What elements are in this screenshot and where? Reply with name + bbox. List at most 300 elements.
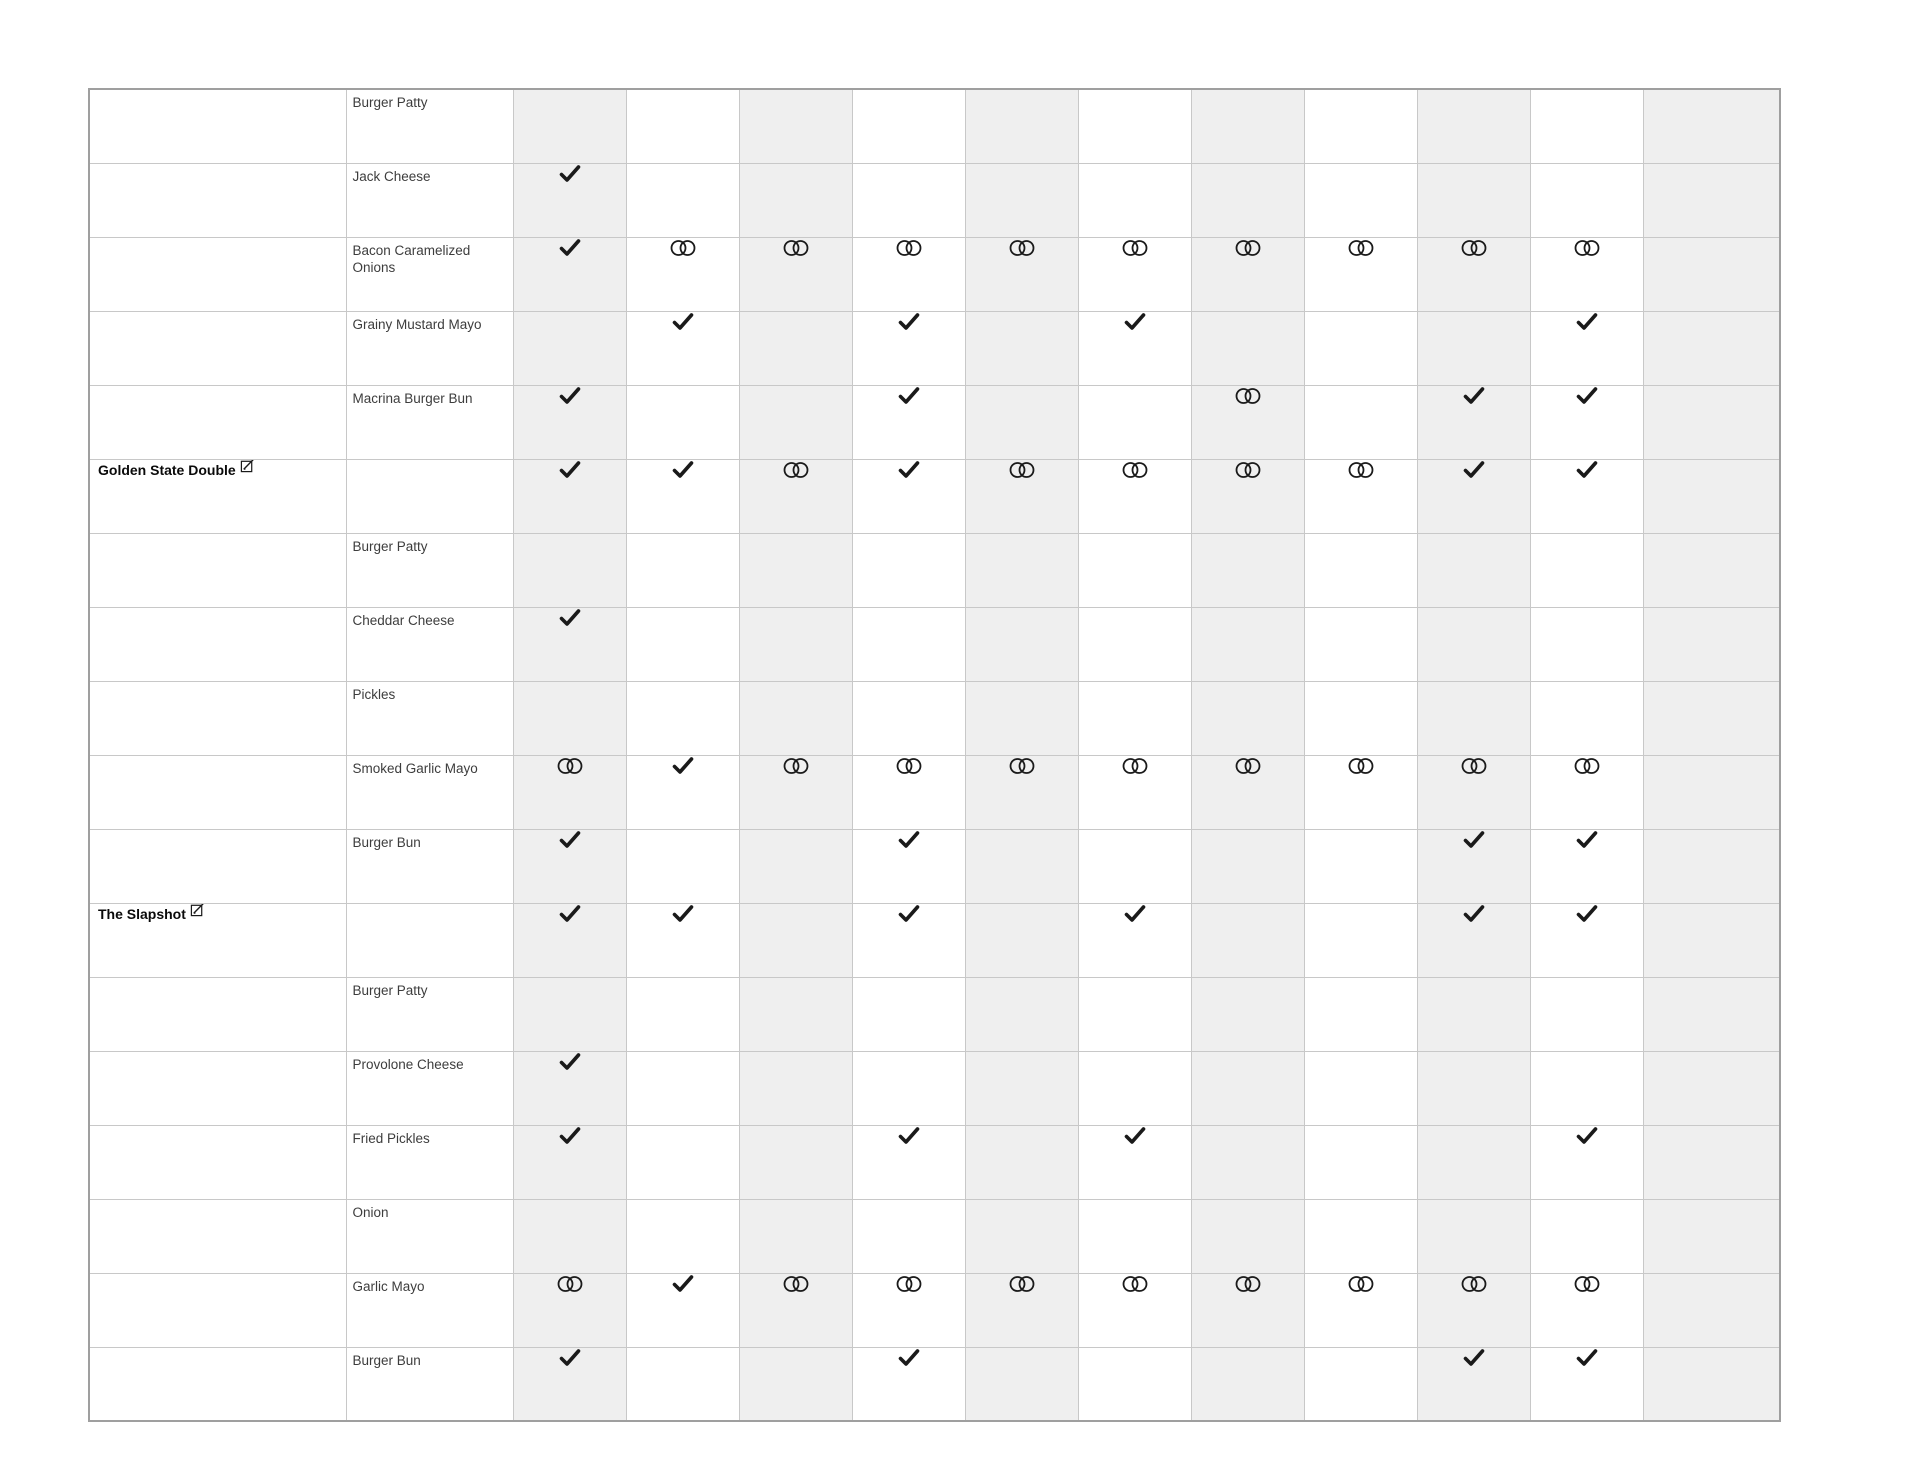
mark-cell [513,829,626,903]
mark-cell [1530,1199,1643,1273]
ingredient-row [89,1347,1780,1421]
edit-burger-button[interactable] [240,459,255,473]
mark-cell [1530,755,1643,829]
mark-cell [965,1125,1078,1199]
check-icon [1575,460,1599,479]
mark-cell [626,755,739,829]
mark-cell [739,385,852,459]
check-icon [1575,386,1599,405]
check-icon [897,312,921,331]
mark-cell [626,1347,739,1421]
mark-cell [852,829,965,903]
overlapping-circles-icon [1006,460,1038,480]
burger-name-cell [89,607,346,681]
mark-cell [626,607,739,681]
ingredient-row [89,311,1780,385]
mark-cell [626,385,739,459]
mark-cell [1417,163,1530,237]
mark-cell [965,1199,1078,1273]
ingredient-row [89,1199,1780,1273]
allergen-matrix-table [88,88,1781,1422]
mark-cell [513,681,626,755]
mark-cell [852,459,965,533]
mark-cell [626,311,739,385]
ingredient-name-cell [346,385,513,459]
check-icon [1462,460,1486,479]
mark-cell [513,1051,626,1125]
mark-cell [739,1051,852,1125]
check-icon [1123,312,1147,331]
mark-cell [1530,1051,1643,1125]
mark-cell [1304,977,1417,1051]
mark-cell [1417,1199,1530,1273]
mark-cell [852,1051,965,1125]
mark-cell [1078,385,1191,459]
mark-cell [626,1125,739,1199]
ingredient-name-cell [346,755,513,829]
mark-cell [1304,1051,1417,1125]
mark-cell [1417,1273,1530,1347]
burger-name-cell [89,459,346,533]
ingredient-label: Garlic Mayo [352,1278,425,1294]
mark-cell [1417,89,1530,163]
overlapping-circles-icon [1006,756,1038,776]
mark-cell [852,607,965,681]
overlapping-circles-icon [1232,756,1264,776]
overlapping-circles-icon [1119,756,1151,776]
mark-cell [1417,311,1530,385]
ingredient-row [89,607,1780,681]
mark-cell [1304,89,1417,163]
edit-icon [240,459,255,473]
mark-cell [1417,533,1530,607]
ingredient-label: Bacon Caramelized Onions [352,242,471,275]
mark-cell [852,1273,965,1347]
check-icon [897,830,921,849]
check-icon [558,904,582,923]
check-icon [1575,312,1599,331]
mark-cell [1191,533,1304,607]
ingredient-name-cell [346,459,513,533]
mark-cell [1191,755,1304,829]
mark-cell [965,237,1078,311]
overlapping-circles-icon [554,1274,586,1294]
check-icon [1462,904,1486,923]
check-icon [558,460,582,479]
ingredient-row [89,163,1780,237]
edit-burger-button[interactable] [190,903,205,917]
mark-cell [1304,385,1417,459]
mark-cell [852,163,965,237]
filler-cell [1643,1273,1780,1347]
mark-cell [1304,607,1417,681]
burger-name-cell [89,1347,346,1421]
mark-cell [1417,1125,1530,1199]
overlapping-circles-icon [780,1274,812,1294]
ingredient-name-cell [346,1051,513,1125]
mark-cell [1078,903,1191,977]
burger-name-cell [89,1273,346,1347]
mark-cell [1191,237,1304,311]
filler-cell [1643,385,1780,459]
mark-cell [739,459,852,533]
mark-cell [965,977,1078,1051]
mark-cell [626,1199,739,1273]
mark-cell [513,1273,626,1347]
burger-summary-row [89,459,1780,533]
mark-cell [513,1199,626,1273]
filler-cell [1643,1199,1780,1273]
mark-cell [1304,903,1417,977]
ingredient-row [89,385,1780,459]
ingredient-row [89,237,1780,311]
ingredient-name-cell [346,533,513,607]
mark-cell [1078,829,1191,903]
check-icon [558,238,582,257]
check-icon [1462,386,1486,405]
overlapping-circles-icon [667,238,699,258]
mark-cell [513,459,626,533]
mark-cell [1530,829,1643,903]
overlapping-circles-icon [1458,238,1490,258]
filler-cell [1643,607,1780,681]
ingredient-row [89,829,1780,903]
mark-cell [513,607,626,681]
mark-cell [965,385,1078,459]
ingredient-label: Cheddar Cheese [352,612,455,628]
mark-cell [1304,163,1417,237]
mark-cell [1304,681,1417,755]
mark-cell [513,237,626,311]
burger-name-cell [89,311,346,385]
ingredient-row [89,89,1780,163]
overlapping-circles-icon [780,756,812,776]
ingredient-name-cell [346,89,513,163]
overlapping-circles-icon [893,238,925,258]
burger-name-cell [89,237,346,311]
overlapping-circles-icon [1571,1274,1603,1294]
overlapping-circles-icon [554,756,586,776]
mark-cell [1417,977,1530,1051]
ingredient-label: Provolone Cheese [352,1056,464,1072]
mark-cell [1078,1125,1191,1199]
mark-cell [1530,1273,1643,1347]
mark-cell [965,1347,1078,1421]
mark-cell [1304,1125,1417,1199]
check-icon [558,608,582,627]
burger-name-cell [89,1125,346,1199]
mark-cell [739,163,852,237]
mark-cell [965,681,1078,755]
mark-cell [965,1051,1078,1125]
filler-cell [1643,237,1780,311]
burger-name: The Slapshot [98,905,186,922]
ingredient-label: Burger Patty [352,538,428,554]
check-icon [1575,1348,1599,1367]
filler-cell [1643,829,1780,903]
check-icon [1462,830,1486,849]
check-icon [1575,904,1599,923]
mark-cell [1304,533,1417,607]
overlapping-circles-icon [1119,238,1151,258]
mark-cell [1191,903,1304,977]
mark-cell [1078,459,1191,533]
check-icon [558,1348,582,1367]
mark-cell [852,903,965,977]
mark-cell [513,1125,626,1199]
overlapping-circles-icon [1006,238,1038,258]
mark-cell [626,1051,739,1125]
overlapping-circles-icon [1345,460,1377,480]
ingredient-label: Burger Bun [352,1352,421,1368]
mark-cell [1417,1347,1530,1421]
ingredient-row [89,1051,1780,1125]
mark-cell [852,311,965,385]
mark-cell [739,1347,852,1421]
overlapping-circles-icon [1458,1274,1490,1294]
mark-cell [1078,681,1191,755]
ingredient-row [89,977,1780,1051]
mark-cell [739,903,852,977]
mark-cell [1191,311,1304,385]
filler-cell [1643,311,1780,385]
mark-cell [739,533,852,607]
mark-cell [739,1125,852,1199]
mark-cell [513,385,626,459]
mark-cell [513,977,626,1051]
mark-cell [1191,89,1304,163]
filler-cell [1643,1347,1780,1421]
ingredient-label: Onion [352,1204,389,1220]
mark-cell [1530,977,1643,1051]
mark-cell [965,1273,1078,1347]
mark-cell [1191,385,1304,459]
ingredient-name-cell [346,311,513,385]
mark-cell [1078,755,1191,829]
check-icon [1575,830,1599,849]
burger-name-cell [89,977,346,1051]
mark-cell [852,1199,965,1273]
mark-cell [626,977,739,1051]
mark-cell [1191,163,1304,237]
edit-icon [190,903,205,917]
mark-cell [1304,1199,1417,1273]
burger-name-cell [89,755,346,829]
ingredient-label: Burger Patty [352,95,428,110]
ingredient-label: Smoked Garlic Mayo [352,760,478,776]
ingredient-label: Jack Cheese [352,168,431,184]
check-icon [671,460,695,479]
check-icon [558,1126,582,1145]
ingredient-name-cell [346,1125,513,1199]
ingredient-row [89,755,1780,829]
mark-cell [513,903,626,977]
mark-cell [739,89,852,163]
check-icon [1462,1348,1486,1367]
ingredient-label: Grainy Mustard Mayo [352,316,482,332]
mark-cell [1417,459,1530,533]
ingredient-name-cell [346,607,513,681]
mark-cell [852,237,965,311]
mark-cell [1078,1199,1191,1273]
mark-cell [852,385,965,459]
mark-cell [1191,977,1304,1051]
mark-cell [1530,89,1643,163]
check-icon [558,386,582,405]
mark-cell [1191,1273,1304,1347]
mark-cell [739,311,852,385]
mark-cell [1530,163,1643,237]
overlapping-circles-icon [1119,1274,1151,1294]
mark-cell [626,903,739,977]
burger-name-cell [89,163,346,237]
overlapping-circles-icon [780,238,812,258]
mark-cell [1530,1347,1643,1421]
mark-cell [1530,1125,1643,1199]
overlapping-circles-icon [1232,386,1264,406]
mark-cell [739,1199,852,1273]
filler-cell [1643,459,1780,533]
mark-cell [1417,903,1530,977]
mark-cell [1417,1051,1530,1125]
filler-cell [1643,903,1780,977]
ingredient-label: Burger Patty [352,982,428,998]
mark-cell [513,755,626,829]
overlapping-circles-icon [1232,238,1264,258]
check-icon [897,460,921,479]
check-icon [1123,904,1147,923]
ingredient-row [89,1273,1780,1347]
mark-cell [1078,237,1191,311]
filler-cell [1643,1051,1780,1125]
ingredient-row [89,681,1780,755]
mark-cell [1304,1273,1417,1347]
mark-cell [1191,829,1304,903]
mark-cell [626,681,739,755]
filler-cell [1643,533,1780,607]
ingredient-name-cell [346,237,513,311]
filler-cell [1643,163,1780,237]
burger-name-cell [89,385,346,459]
overlapping-circles-icon [1006,1274,1038,1294]
mark-cell [1078,1347,1191,1421]
mark-cell [1530,903,1643,977]
mark-cell [1078,163,1191,237]
overlapping-circles-icon [893,756,925,776]
mark-cell [513,89,626,163]
burger-name-cell [89,903,346,977]
mark-cell [1078,311,1191,385]
mark-cell [513,1347,626,1421]
mark-cell [1078,533,1191,607]
mark-cell [1530,533,1643,607]
check-icon [897,1348,921,1367]
mark-cell [1304,755,1417,829]
mark-cell [1530,681,1643,755]
filler-cell [1643,89,1780,163]
overlapping-circles-icon [1458,756,1490,776]
mark-cell [1417,681,1530,755]
overlapping-circles-icon [1345,756,1377,776]
mark-cell [852,533,965,607]
overlapping-circles-icon [1345,1274,1377,1294]
burger-summary-row [89,903,1780,977]
check-icon [1575,1126,1599,1145]
ingredient-label: Pickles [352,686,396,702]
burger-name-cell [89,829,346,903]
mark-cell [1417,607,1530,681]
mark-cell [852,977,965,1051]
check-icon [1123,1126,1147,1145]
mark-cell [626,89,739,163]
mark-cell [1304,237,1417,311]
ingredient-name-cell [346,903,513,977]
mark-cell [852,1125,965,1199]
mark-cell [739,681,852,755]
mark-cell [739,755,852,829]
mark-cell [1304,829,1417,903]
check-icon [558,830,582,849]
mark-cell [739,607,852,681]
ingredient-name-cell [346,1199,513,1273]
mark-cell [626,459,739,533]
mark-cell [1191,607,1304,681]
mark-cell [1417,385,1530,459]
ingredient-label: Burger Bun [352,834,421,850]
ingredient-label: Macrina Burger Bun [352,390,473,406]
mark-cell [1191,681,1304,755]
burger-name-cell [89,681,346,755]
mark-cell [1191,1125,1304,1199]
check-icon [558,164,582,183]
mark-cell [1078,977,1191,1051]
overlapping-circles-icon [780,460,812,480]
ingredient-name-cell [346,1347,513,1421]
mark-cell [1191,459,1304,533]
mark-cell [965,89,1078,163]
check-icon [897,386,921,405]
mark-cell [852,755,965,829]
ingredient-row [89,533,1780,607]
mark-cell [1530,607,1643,681]
ingredient-name-cell [346,681,513,755]
mark-cell [513,533,626,607]
ingredient-label: Fried Pickles [352,1130,430,1146]
mark-cell [626,163,739,237]
ingredient-name-cell [346,829,513,903]
ingredient-name-cell [346,977,513,1051]
check-icon [671,1274,695,1293]
mark-cell [852,1347,965,1421]
mark-cell [965,163,1078,237]
mark-cell [1304,1347,1417,1421]
mark-cell [965,755,1078,829]
mark-cell [1417,829,1530,903]
mark-cell [1530,237,1643,311]
filler-cell [1643,977,1780,1051]
mark-cell [1530,311,1643,385]
matrix-body [89,89,1780,1421]
check-icon [558,1052,582,1071]
check-icon [897,904,921,923]
burger-name-cell [89,89,346,163]
mark-cell [739,1273,852,1347]
mark-cell [852,681,965,755]
mark-cell [626,1273,739,1347]
burger-name: Golden State Double [98,461,236,478]
mark-cell [1078,1273,1191,1347]
mark-cell [1530,459,1643,533]
